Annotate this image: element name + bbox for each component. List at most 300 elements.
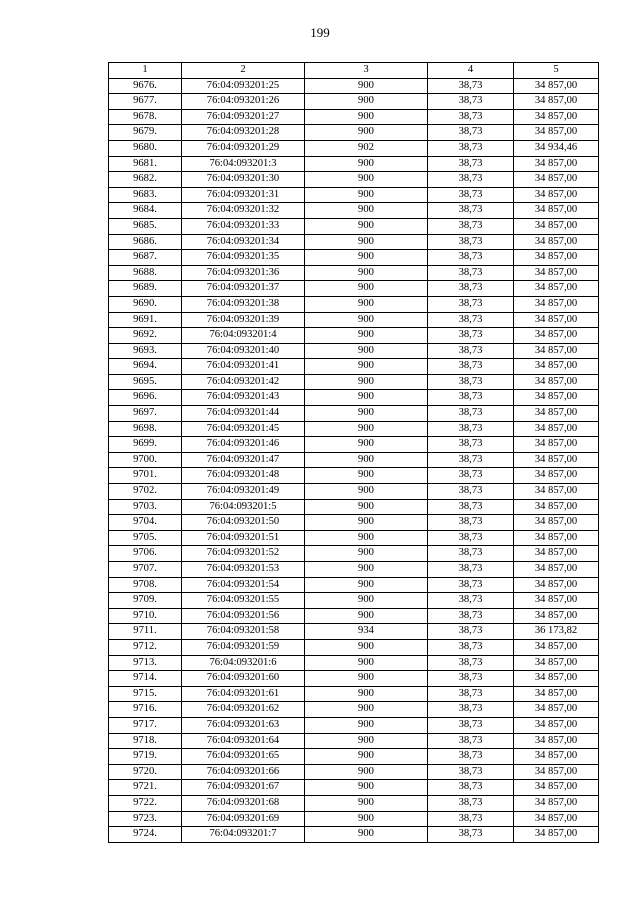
amount-cell: 34 857,00 xyxy=(514,515,599,531)
rate-cell: 38,73 xyxy=(428,156,514,172)
table-row xyxy=(109,671,599,687)
area-cell: 900 xyxy=(305,811,428,827)
rate-cell: 38,73 xyxy=(428,94,514,110)
cadastral-number-cell: 76:04:093201:64 xyxy=(182,733,305,749)
amount-cell: 34 857,00 xyxy=(514,749,599,765)
area-cell: 900 xyxy=(305,359,428,375)
amount-cell: 34 857,00 xyxy=(514,296,599,312)
amount-cell: 34 934,46 xyxy=(514,140,599,156)
area-cell: 900 xyxy=(305,530,428,546)
amount-cell: 34 857,00 xyxy=(514,468,599,484)
amount-cell: 34 857,00 xyxy=(514,78,599,94)
rate-cell: 38,73 xyxy=(428,250,514,266)
area-cell: 900 xyxy=(305,577,428,593)
cadastral-number-cell: 76:04:093201:49 xyxy=(182,484,305,500)
area-cell: 900 xyxy=(305,639,428,655)
area-cell: 900 xyxy=(305,125,428,141)
area-cell: 900 xyxy=(305,296,428,312)
cadastral-number-cell: 76:04:093201:52 xyxy=(182,546,305,562)
area-cell: 900 xyxy=(305,390,428,406)
table-row xyxy=(109,203,599,219)
area-cell: 900 xyxy=(305,406,428,422)
rate-cell: 38,73 xyxy=(428,811,514,827)
table-row xyxy=(109,265,599,281)
area-cell: 900 xyxy=(305,795,428,811)
row-number-cell: 9688. xyxy=(109,265,182,281)
rate-cell: 38,73 xyxy=(428,515,514,531)
rate-cell: 38,73 xyxy=(428,795,514,811)
table-row xyxy=(109,717,599,733)
cadastral-number-cell: 76:04:093201:66 xyxy=(182,764,305,780)
row-number-cell: 9679. xyxy=(109,125,182,141)
cadastral-number-cell: 76:04:093201:45 xyxy=(182,421,305,437)
amount-cell: 34 857,00 xyxy=(514,172,599,188)
table-row xyxy=(109,187,599,203)
row-number-cell: 9717. xyxy=(109,717,182,733)
cadastral-number-cell: 76:04:093201:5 xyxy=(182,499,305,515)
rate-cell: 38,73 xyxy=(428,624,514,640)
cadastral-number-cell: 76:04:093201:39 xyxy=(182,312,305,328)
page-number: 199 xyxy=(310,25,330,40)
rate-cell: 38,73 xyxy=(428,281,514,297)
row-number-cell: 9706. xyxy=(109,546,182,562)
rate-cell: 38,73 xyxy=(428,484,514,500)
row-number-cell: 9700. xyxy=(109,452,182,468)
cadastral-number-cell: 76:04:093201:63 xyxy=(182,717,305,733)
amount-cell: 34 857,00 xyxy=(514,328,599,344)
rate-cell: 38,73 xyxy=(428,328,514,344)
row-number-cell: 9724. xyxy=(109,827,182,843)
row-number-cell: 9711. xyxy=(109,624,182,640)
row-number-cell: 9721. xyxy=(109,780,182,796)
rate-cell: 38,73 xyxy=(428,780,514,796)
row-number-cell: 9713. xyxy=(109,655,182,671)
area-cell: 900 xyxy=(305,234,428,250)
amount-cell: 34 857,00 xyxy=(514,484,599,500)
rate-cell: 38,73 xyxy=(428,437,514,453)
row-number-cell: 9723. xyxy=(109,811,182,827)
rate-cell: 38,73 xyxy=(428,702,514,718)
rate-cell: 38,73 xyxy=(428,749,514,765)
rate-cell: 38,73 xyxy=(428,172,514,188)
cadastral-number-cell: 76:04:093201:69 xyxy=(182,811,305,827)
rate-cell: 38,73 xyxy=(428,530,514,546)
area-cell: 900 xyxy=(305,265,428,281)
row-number-cell: 9699. xyxy=(109,437,182,453)
cadastral-number-cell: 76:04:093201:46 xyxy=(182,437,305,453)
table-row xyxy=(109,593,599,609)
table-row xyxy=(109,608,599,624)
cadastral-number-cell: 76:04:093201:55 xyxy=(182,593,305,609)
table-row xyxy=(109,374,599,390)
area-cell: 900 xyxy=(305,421,428,437)
cadastral-number-cell: 76:04:093201:68 xyxy=(182,795,305,811)
amount-cell: 34 857,00 xyxy=(514,562,599,578)
amount-cell: 34 857,00 xyxy=(514,250,599,266)
rate-cell: 38,73 xyxy=(428,655,514,671)
area-cell: 900 xyxy=(305,546,428,562)
cadastral-number-cell: 76:04:093201:47 xyxy=(182,452,305,468)
row-number-cell: 9720. xyxy=(109,764,182,780)
cadastral-number-cell: 76:04:093201:6 xyxy=(182,655,305,671)
header-col-3: 3 xyxy=(305,63,428,79)
row-number-cell: 9690. xyxy=(109,296,182,312)
amount-cell: 34 857,00 xyxy=(514,764,599,780)
table-header xyxy=(109,63,599,79)
area-cell: 900 xyxy=(305,655,428,671)
rate-cell: 38,73 xyxy=(428,764,514,780)
cadastral-number-cell: 76:04:093201:30 xyxy=(182,172,305,188)
cadastral-number-cell: 76:04:093201:34 xyxy=(182,234,305,250)
table-row xyxy=(109,484,599,500)
cadastral-number-cell: 76:04:093201:62 xyxy=(182,702,305,718)
rate-cell: 38,73 xyxy=(428,203,514,219)
cadastral-number-cell: 76:04:093201:28 xyxy=(182,125,305,141)
area-cell: 900 xyxy=(305,608,428,624)
header-col-4: 4 xyxy=(428,63,514,79)
rate-cell: 38,73 xyxy=(428,468,514,484)
row-number-cell: 9681. xyxy=(109,156,182,172)
rate-cell: 38,73 xyxy=(428,717,514,733)
rate-cell: 38,73 xyxy=(428,452,514,468)
area-cell: 900 xyxy=(305,203,428,219)
row-number-cell: 9684. xyxy=(109,203,182,219)
table-row xyxy=(109,764,599,780)
row-number-cell: 9716. xyxy=(109,702,182,718)
table-row xyxy=(109,780,599,796)
row-number-cell: 9696. xyxy=(109,390,182,406)
cadastral-number-cell: 76:04:093201:33 xyxy=(182,218,305,234)
table-row xyxy=(109,312,599,328)
cadastral-number-cell: 76:04:093201:48 xyxy=(182,468,305,484)
area-cell: 900 xyxy=(305,437,428,453)
cadastral-number-cell: 76:04:093201:35 xyxy=(182,250,305,266)
amount-cell: 34 857,00 xyxy=(514,686,599,702)
rate-cell: 38,73 xyxy=(428,140,514,156)
row-number-cell: 9704. xyxy=(109,515,182,531)
row-number-cell: 9722. xyxy=(109,795,182,811)
rate-cell: 38,73 xyxy=(428,639,514,655)
rate-cell: 38,73 xyxy=(428,421,514,437)
amount-cell: 34 857,00 xyxy=(514,811,599,827)
cadastral-number-cell: 76:04:093201:53 xyxy=(182,562,305,578)
amount-cell: 34 857,00 xyxy=(514,359,599,375)
amount-cell: 34 857,00 xyxy=(514,203,599,219)
area-cell: 900 xyxy=(305,484,428,500)
table-row xyxy=(109,109,599,125)
table-row xyxy=(109,421,599,437)
table-row xyxy=(109,296,599,312)
row-number-cell: 9694. xyxy=(109,359,182,375)
area-cell: 934 xyxy=(305,624,428,640)
area-cell: 900 xyxy=(305,94,428,110)
table-row xyxy=(109,94,599,110)
amount-cell: 34 857,00 xyxy=(514,125,599,141)
table-row xyxy=(109,686,599,702)
area-cell: 900 xyxy=(305,187,428,203)
amount-cell: 34 857,00 xyxy=(514,421,599,437)
area-cell: 902 xyxy=(305,140,428,156)
amount-cell: 34 857,00 xyxy=(514,577,599,593)
cadastral-number-cell: 76:04:093201:56 xyxy=(182,608,305,624)
amount-cell: 34 857,00 xyxy=(514,187,599,203)
rate-cell: 38,73 xyxy=(428,671,514,687)
amount-cell: 34 857,00 xyxy=(514,452,599,468)
row-number-cell: 9677. xyxy=(109,94,182,110)
table-row xyxy=(109,406,599,422)
amount-cell: 34 857,00 xyxy=(514,608,599,624)
rate-cell: 38,73 xyxy=(428,234,514,250)
amount-cell: 34 857,00 xyxy=(514,265,599,281)
cadastral-number-cell: 76:04:093201:50 xyxy=(182,515,305,531)
area-cell: 900 xyxy=(305,702,428,718)
cadastral-number-cell: 76:04:093201:38 xyxy=(182,296,305,312)
cadastral-number-cell: 76:04:093201:4 xyxy=(182,328,305,344)
row-number-cell: 9707. xyxy=(109,562,182,578)
area-cell: 900 xyxy=(305,172,428,188)
cadastral-number-cell: 76:04:093201:58 xyxy=(182,624,305,640)
table-row xyxy=(109,281,599,297)
area-cell: 900 xyxy=(305,109,428,125)
rate-cell: 38,73 xyxy=(428,109,514,125)
table-row xyxy=(109,78,599,94)
row-number-cell: 9709. xyxy=(109,593,182,609)
table-row xyxy=(109,624,599,640)
cadastral-number-cell: 76:04:093201:26 xyxy=(182,94,305,110)
area-cell: 900 xyxy=(305,452,428,468)
area-cell: 900 xyxy=(305,733,428,749)
rate-cell: 38,73 xyxy=(428,686,514,702)
table-row xyxy=(109,468,599,484)
row-number-cell: 9710. xyxy=(109,608,182,624)
row-number-cell: 9687. xyxy=(109,250,182,266)
rate-cell: 38,73 xyxy=(428,593,514,609)
row-number-cell: 9693. xyxy=(109,343,182,359)
area-cell: 900 xyxy=(305,764,428,780)
rate-cell: 38,73 xyxy=(428,499,514,515)
rate-cell: 38,73 xyxy=(428,390,514,406)
area-cell: 900 xyxy=(305,749,428,765)
amount-cell: 34 857,00 xyxy=(514,530,599,546)
cadastral-number-cell: 76:04:093201:54 xyxy=(182,577,305,593)
header-col-1: 1 xyxy=(109,63,182,79)
amount-cell: 34 857,00 xyxy=(514,156,599,172)
rate-cell: 38,73 xyxy=(428,733,514,749)
area-cell: 900 xyxy=(305,281,428,297)
amount-cell: 34 857,00 xyxy=(514,499,599,515)
rate-cell: 38,73 xyxy=(428,187,514,203)
table-row xyxy=(109,250,599,266)
table-row xyxy=(109,499,599,515)
table-row xyxy=(109,343,599,359)
table-row xyxy=(109,530,599,546)
header-row xyxy=(109,63,599,79)
cadastral-number-cell: 76:04:093201:42 xyxy=(182,374,305,390)
table-row xyxy=(109,437,599,453)
cadastral-number-cell: 76:04:093201:31 xyxy=(182,187,305,203)
table-row xyxy=(109,359,599,375)
header-col-5: 5 xyxy=(514,63,599,79)
cadastral-number-cell: 76:04:093201:36 xyxy=(182,265,305,281)
amount-cell: 34 857,00 xyxy=(514,795,599,811)
table-body xyxy=(109,78,599,842)
amount-cell: 34 857,00 xyxy=(514,593,599,609)
table-row xyxy=(109,328,599,344)
area-cell: 900 xyxy=(305,562,428,578)
area-cell: 900 xyxy=(305,717,428,733)
table-row xyxy=(109,172,599,188)
amount-cell: 34 857,00 xyxy=(514,780,599,796)
rate-cell: 38,73 xyxy=(428,78,514,94)
cadastral-number-cell: 76:04:093201:7 xyxy=(182,827,305,843)
row-number-cell: 9702. xyxy=(109,484,182,500)
area-cell: 900 xyxy=(305,515,428,531)
table-row xyxy=(109,733,599,749)
row-number-cell: 9703. xyxy=(109,499,182,515)
table-row xyxy=(109,702,599,718)
table-row xyxy=(109,639,599,655)
row-number-cell: 9701. xyxy=(109,468,182,484)
amount-cell: 34 857,00 xyxy=(514,374,599,390)
cadastral-number-cell: 76:04:093201:44 xyxy=(182,406,305,422)
amount-cell: 34 857,00 xyxy=(514,109,599,125)
cadastral-number-cell: 76:04:093201:61 xyxy=(182,686,305,702)
area-cell: 900 xyxy=(305,328,428,344)
row-number-cell: 9708. xyxy=(109,577,182,593)
area-cell: 900 xyxy=(305,78,428,94)
area-cell: 900 xyxy=(305,780,428,796)
rate-cell: 38,73 xyxy=(428,359,514,375)
table-row xyxy=(109,234,599,250)
area-cell: 900 xyxy=(305,343,428,359)
area-cell: 900 xyxy=(305,593,428,609)
rate-cell: 38,73 xyxy=(428,218,514,234)
row-number-cell: 9712. xyxy=(109,639,182,655)
row-number-cell: 9686. xyxy=(109,234,182,250)
amount-cell: 34 857,00 xyxy=(514,733,599,749)
row-number-cell: 9697. xyxy=(109,406,182,422)
rate-cell: 38,73 xyxy=(428,343,514,359)
rate-cell: 38,73 xyxy=(428,406,514,422)
rate-cell: 38,73 xyxy=(428,562,514,578)
header-col-2: 2 xyxy=(182,63,305,79)
amount-cell: 34 857,00 xyxy=(514,234,599,250)
cadastral-number-cell: 76:04:093201:59 xyxy=(182,639,305,655)
rate-cell: 38,73 xyxy=(428,265,514,281)
amount-cell: 34 857,00 xyxy=(514,281,599,297)
table-row xyxy=(109,655,599,671)
table-row xyxy=(109,562,599,578)
amount-cell: 34 857,00 xyxy=(514,390,599,406)
table-row xyxy=(109,749,599,765)
area-cell: 900 xyxy=(305,374,428,390)
row-number-cell: 9715. xyxy=(109,686,182,702)
area-cell: 900 xyxy=(305,312,428,328)
rate-cell: 38,73 xyxy=(428,577,514,593)
area-cell: 900 xyxy=(305,218,428,234)
cadastral-number-cell: 76:04:093201:3 xyxy=(182,156,305,172)
amount-cell: 34 857,00 xyxy=(514,343,599,359)
table-row xyxy=(109,546,599,562)
table-row xyxy=(109,452,599,468)
cadastral-number-cell: 76:04:093201:27 xyxy=(182,109,305,125)
table-row xyxy=(109,811,599,827)
area-cell: 900 xyxy=(305,686,428,702)
amount-cell: 34 857,00 xyxy=(514,827,599,843)
table-row xyxy=(109,827,599,843)
row-number-cell: 9705. xyxy=(109,530,182,546)
rate-cell: 38,73 xyxy=(428,827,514,843)
row-number-cell: 9676. xyxy=(109,78,182,94)
amount-cell: 34 857,00 xyxy=(514,717,599,733)
cadastral-number-cell: 76:04:093201:51 xyxy=(182,530,305,546)
row-number-cell: 9698. xyxy=(109,421,182,437)
table-row xyxy=(109,390,599,406)
table-row xyxy=(109,577,599,593)
rate-cell: 38,73 xyxy=(428,374,514,390)
cadastral-number-cell: 76:04:093201:43 xyxy=(182,390,305,406)
cadastral-number-cell: 76:04:093201:25 xyxy=(182,78,305,94)
amount-cell: 34 857,00 xyxy=(514,702,599,718)
area-cell: 900 xyxy=(305,468,428,484)
row-number-cell: 9682. xyxy=(109,172,182,188)
area-cell: 900 xyxy=(305,250,428,266)
amount-cell: 34 857,00 xyxy=(514,655,599,671)
row-number-cell: 9692. xyxy=(109,328,182,344)
row-number-cell: 9695. xyxy=(109,374,182,390)
amount-cell: 34 857,00 xyxy=(514,94,599,110)
table-row xyxy=(109,795,599,811)
amount-cell: 34 857,00 xyxy=(514,639,599,655)
amount-cell: 34 857,00 xyxy=(514,437,599,453)
cadastral-number-cell: 76:04:093201:60 xyxy=(182,671,305,687)
amount-cell: 34 857,00 xyxy=(514,671,599,687)
row-number-cell: 9689. xyxy=(109,281,182,297)
area-cell: 900 xyxy=(305,156,428,172)
row-number-cell: 9714. xyxy=(109,671,182,687)
table-row xyxy=(109,125,599,141)
cadastral-number-cell: 76:04:093201:29 xyxy=(182,140,305,156)
rate-cell: 38,73 xyxy=(428,546,514,562)
table-row xyxy=(109,218,599,234)
cadastral-number-cell: 76:04:093201:67 xyxy=(182,780,305,796)
table-row xyxy=(109,156,599,172)
amount-cell: 36 173,82 xyxy=(514,624,599,640)
area-cell: 900 xyxy=(305,827,428,843)
cadastral-number-cell: 76:04:093201:40 xyxy=(182,343,305,359)
rate-cell: 38,73 xyxy=(428,312,514,328)
amount-cell: 34 857,00 xyxy=(514,312,599,328)
area-cell: 900 xyxy=(305,499,428,515)
table-row xyxy=(109,140,599,156)
amount-cell: 34 857,00 xyxy=(514,406,599,422)
rate-cell: 38,73 xyxy=(428,608,514,624)
cadastral-number-cell: 76:04:093201:41 xyxy=(182,359,305,375)
cadastral-number-cell: 76:04:093201:65 xyxy=(182,749,305,765)
row-number-cell: 9718. xyxy=(109,733,182,749)
row-number-cell: 9678. xyxy=(109,109,182,125)
cadastral-number-cell: 76:04:093201:37 xyxy=(182,281,305,297)
cadastral-number-cell: 76:04:093201:32 xyxy=(182,203,305,219)
amount-cell: 34 857,00 xyxy=(514,546,599,562)
row-number-cell: 9680. xyxy=(109,140,182,156)
row-number-cell: 9691. xyxy=(109,312,182,328)
rate-cell: 38,73 xyxy=(428,125,514,141)
rate-cell: 38,73 xyxy=(428,296,514,312)
data-table xyxy=(108,62,599,843)
row-number-cell: 9685. xyxy=(109,218,182,234)
area-cell: 900 xyxy=(305,671,428,687)
